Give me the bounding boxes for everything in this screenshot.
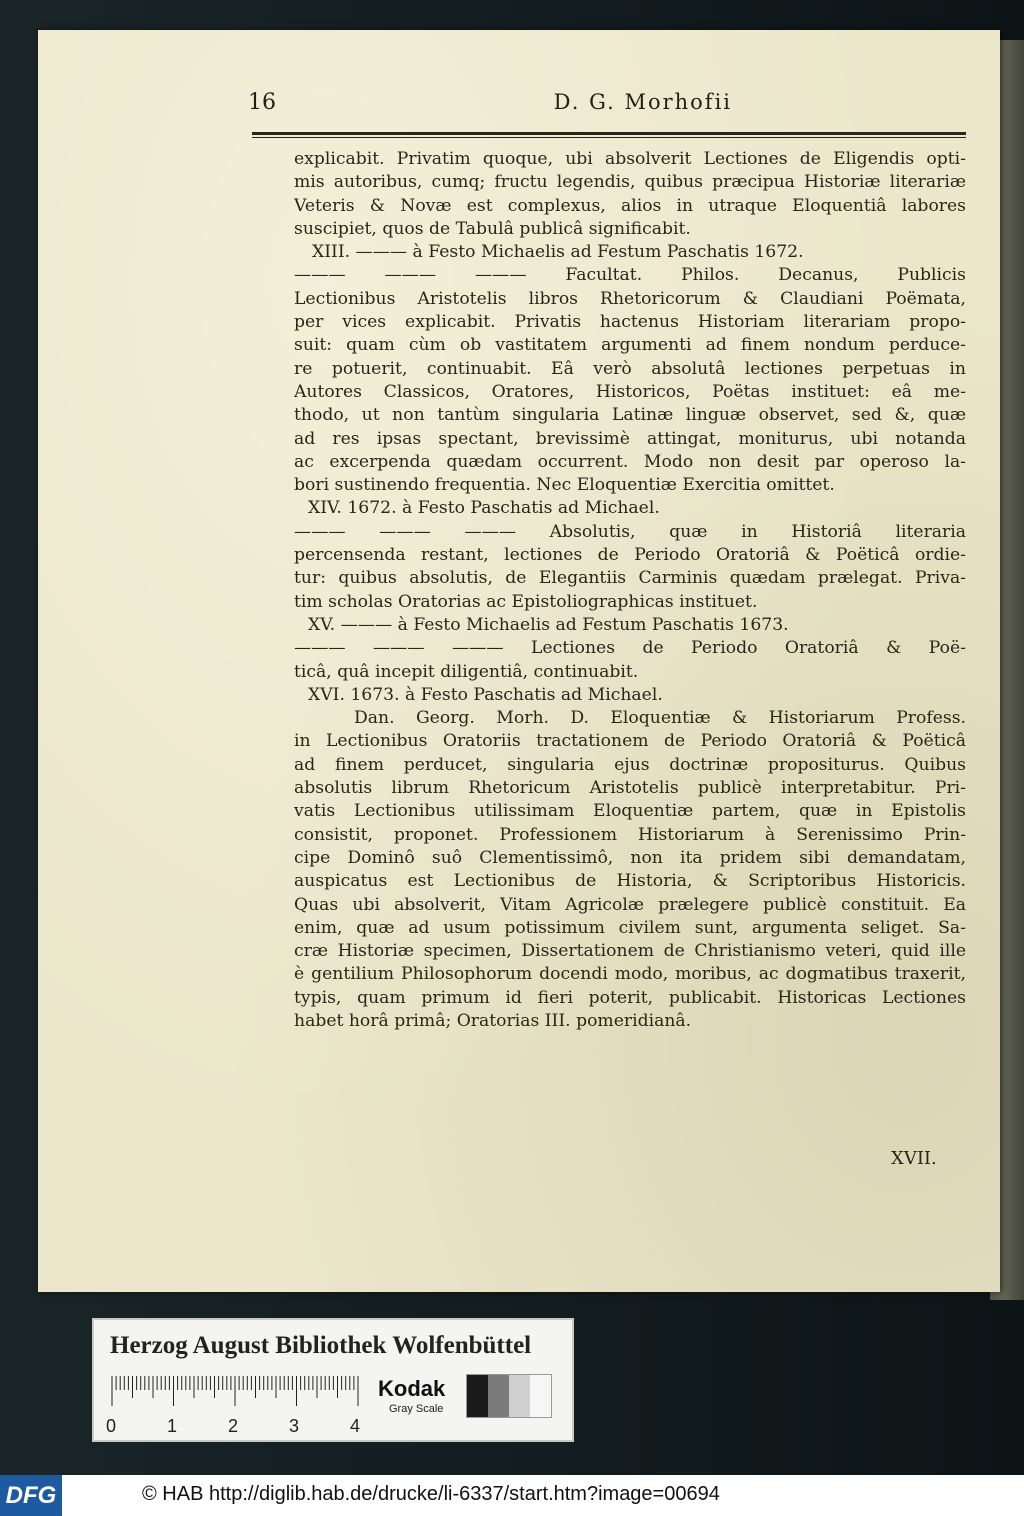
text-line: in Lectionibus Oratoriis tractationem de Periodo Oratoriâ & Poëticâ xyxy=(294,731,966,752)
text-line: Quas ubi absolverit, Vitam Agricolæ prælegere publicè constituit. Ea xyxy=(294,894,966,915)
text-line: ——— ——— ——— Facultat. Philos. Decanus, Publicis xyxy=(294,265,966,286)
ruler-number: 2 xyxy=(228,1416,239,1436)
text-line: typis, quam primum id fieri poterit, publicabit. Historicas Lectiones xyxy=(294,987,966,1008)
ruler-number: 3 xyxy=(289,1416,300,1436)
text-line: è gentilium Philosophorum docendi modo, moribus, ac dogmatibus traxerit, xyxy=(294,964,966,985)
footer-bar xyxy=(0,1475,1024,1516)
header-rule-thin xyxy=(252,137,966,138)
text-line: ad finem perducet, singularia ejus doctrinæ propositurus. Quibus xyxy=(294,754,966,775)
text-line: ticâ, quâ incepit diligentiâ, continuabit. xyxy=(294,661,639,682)
text-line: Dan. Georg. Morh. D. Eloquentiæ & Historiarum Profess. xyxy=(354,708,966,729)
text-line: habet horâ primâ; Oratorias III. pomeridianâ. xyxy=(294,1010,692,1031)
text-line: suscipiet, quos de Tabulâ publicâ significabit. xyxy=(294,218,691,239)
catchword: XVII. xyxy=(891,1148,937,1169)
text-line: XIII. ——— à Festo Michaelis ad Festum Paschatis 1672. xyxy=(312,242,804,263)
text-line: Autores Classicos, Oratores, Historicos, Poëtas instituet: eâ me- xyxy=(294,381,966,402)
gray-swatch xyxy=(488,1375,509,1417)
text-line: cipe Dominô suô Clementissimô, non ita pridem sibi demandatam, xyxy=(294,847,966,868)
running-head: D. G. Morhofii xyxy=(553,90,732,114)
text-line: bori sustinendo frequentia. Nec Eloquentiæ Exercitia omittet. xyxy=(294,475,835,496)
text-line: tur: quibus absolutis, de Elegantiis Carminis quædam prælegat. Priva- xyxy=(294,568,966,589)
text-line: per vices explicabit. Privatis hactenus Historiam literariam propo- xyxy=(294,312,966,333)
copyright-text: © HAB http://diglib.hab.de/drucke/li-6337/start.htm?image=00694 xyxy=(142,1483,720,1505)
gray-scale-label: Gray Scale xyxy=(389,1403,444,1415)
page-header xyxy=(248,90,964,115)
text-line: ——— ——— ——— Absolutis, quæ in Historiâ literaria xyxy=(294,521,966,542)
ruler-scale xyxy=(110,1376,362,1406)
text-line: enim, quæ ad usum potissimum civilem sunt, argumenta seliget. Sa- xyxy=(294,917,966,938)
text-line: XV. ——— à Festo Michaelis ad Festum Paschatis 1673. xyxy=(308,614,789,635)
text-line: Veteris & Novæ est complexus, alios in utraque Eloquentiâ labores xyxy=(294,195,966,216)
ruler-number: 0 xyxy=(106,1416,117,1436)
page-number: 16 xyxy=(248,90,276,115)
text-line: tim scholas Oratorias ac Epistoliographicas instituet. xyxy=(294,591,758,612)
text-line: cræ Historiæ specimen, Dissertationem de Christianismo veteri, quid ille xyxy=(294,941,966,962)
library-color-card xyxy=(92,1318,574,1442)
text-line: consistit, proponet. Professionem Historiarum à Serenissimo Prin- xyxy=(294,824,966,845)
text-line: thodo, ut non tantùm singularia Latinæ linguæ observet, sed &, quæ xyxy=(294,405,966,426)
header-rule xyxy=(252,132,966,135)
gray-swatch xyxy=(530,1375,551,1417)
ruler-numbers xyxy=(106,1416,376,1438)
text-line: ad res ipsas spectant, brevissimè attingat, moniturus, ubi notanda xyxy=(294,428,966,449)
text-line: auspicatus est Lectionibus de Historia, & Scriptoribus Historicis. xyxy=(294,871,966,892)
text-line: mis autoribus, cumq; fructu legendis, quibus præcipua Historiæ literariæ xyxy=(294,172,966,193)
text-line: XVI. 1673. à Festo Paschatis ad Michael. xyxy=(308,684,663,705)
text-line: Lectionibus Aristotelis libros Rhetoricorum & Claudiani Poëmata, xyxy=(294,288,966,309)
text-line: suit: quam cùm ob vastitatem argumenti ad finem nondum perduce- xyxy=(294,335,966,356)
text-line: explicabit. Privatim quoque, ubi absolverit Lectiones de Eligendis opti- xyxy=(294,149,966,169)
gray-swatch xyxy=(509,1375,530,1417)
ruler-number: 4 xyxy=(350,1416,361,1436)
ruler-number: 1 xyxy=(167,1416,178,1436)
page-body-text xyxy=(294,148,966,1033)
gray-swatch xyxy=(467,1375,488,1417)
text-line: percensenda restant, lectiones de Periodo Oratoriâ & Poëticâ ordie- xyxy=(294,545,966,566)
text-line: vatis Lectionibus utilissimam Eloquentiæ partem, quæ in Epistolis xyxy=(294,801,966,822)
text-line: absolutis librum Rhetoricum Aristotelis publicè interpretabitur. Pri- xyxy=(294,778,966,799)
library-title: Herzog August Bibliothek Wolfenbüttel xyxy=(110,1332,532,1359)
text-line: ——— ——— ——— Lectiones de Periodo Oratoriâ & Poë- xyxy=(294,638,966,659)
text-line: ac excerpenda quædam occurrent. Modo non desit par operoso la- xyxy=(294,451,966,472)
text-line: re potuerit, continuabit. Eâ verò absolutâ lectiones perpetuas in xyxy=(294,358,966,379)
dfg-logo: DFG xyxy=(0,1475,62,1516)
kodak-logo: Kodak xyxy=(378,1376,446,1401)
text-line: XIV. 1672. à Festo Paschatis ad Michael. xyxy=(308,498,660,519)
gray-swatches xyxy=(466,1374,552,1418)
